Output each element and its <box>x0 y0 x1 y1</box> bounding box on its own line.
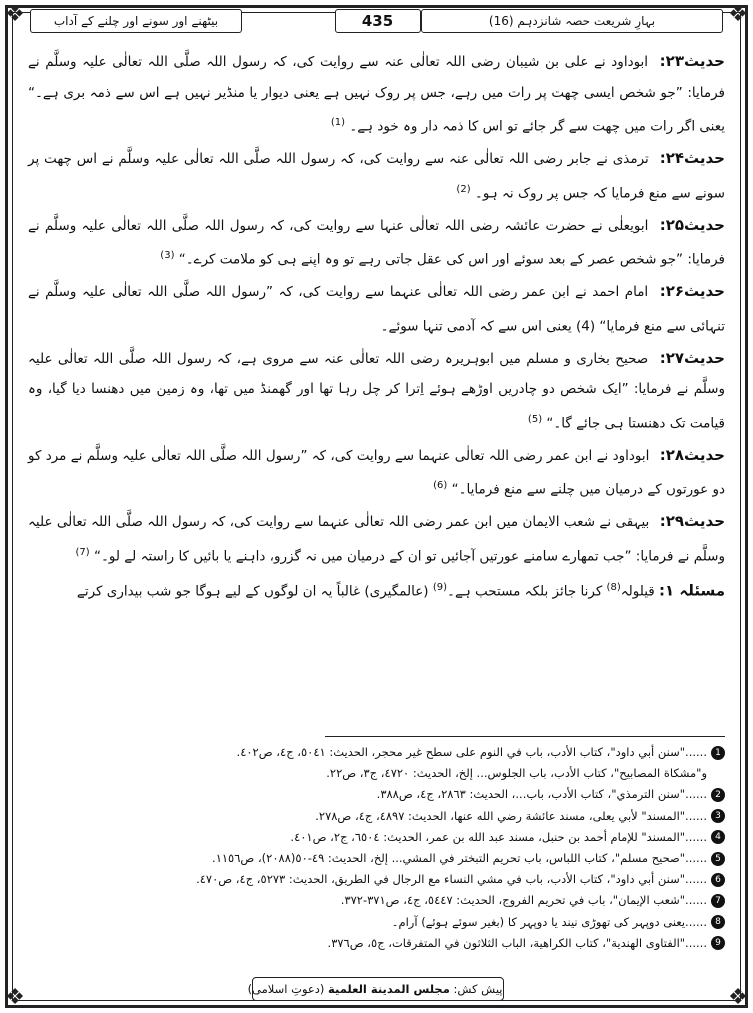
footnote-ref: (1) <box>330 117 346 128</box>
masala-text-end: (عالمگیری) غالباً یہ ان لوگوں کے لیے ہوگا جو شب بیداری کرتے <box>76 583 429 599</box>
section-title: بیٹھنے اور سونے اور چلنے کے آداب <box>30 9 242 33</box>
masala-text-mid: کرنا جائز بلکہ مستحب ہے۔ <box>447 583 603 599</box>
footnote-text: ......"شعب الإيمان"، باب في تحريم الفروج، الحديث: ٥٤٤٧، ج٤، ص٣٧١-٣٧٢. <box>340 893 707 908</box>
footnote-text: ......"صحيح مسلم"، كتاب اللباس، باب تحريم التبختر في المشي... إلخ، الحديث: ٤٩-٥٠(٢٠٨٨)، ص١١٥٦. <box>212 851 707 866</box>
hadith-text: ابویعلٰی نے حضرت عائشہ رضی اللہ تعالٰی عنہا سے روایت کی، کہ رسول اللہ صلَّی اللہ تعالٰی علیہ وسلَّم نے فرمایا: ”جو شخص عصر کے بعد سوئے اور اس کی عقل جاتی رہے تو وہ اپنے ہی کو ملامت کرے۔“ <box>28 217 725 268</box>
hadith-label: حدیث <box>684 149 725 167</box>
footnote-item <box>28 827 725 848</box>
hadith-number: ۲۴: <box>659 149 684 167</box>
publisher-bar <box>247 977 504 1001</box>
footnote-number-badge: 3 <box>711 809 725 823</box>
hadith-label: حدیث <box>684 512 726 530</box>
book-title: بہارِ شریعت حصہ شانزدہم (16) <box>421 9 723 33</box>
footnote-item <box>28 742 725 763</box>
footnote-text: ......"سنن أبي داود"، كتاب الأدب، باب في مشي النساء مع الرجال في الطريق، الحديث: ٥٢٧٣، ج٤، ص٤٧٠. <box>196 872 707 887</box>
hadith-label: حدیث <box>684 215 725 234</box>
footnote-item <box>28 912 725 933</box>
hadith-text: امام احمد نے ابن عمر رضی اللہ تعالٰی عنہما سے روایت کی، کہ ”رسول اللہ صلَّی اللہ تعالٰی علیہ وسلَّم نے تنہائی سے منع فرمایا“ (4) یعنی اس سے کہ آدمی تنہا سوئے۔ <box>28 284 725 334</box>
hadith-text: صحیح بخاری و مسلم میں ابوہریرہ رضی اللہ تعالٰی عنہ سے مروی ہے، کہ رسول اللہ صلَّی اللہ تعالٰی علیہ وسلَّم نے فرمایا: ”ایک شخص دو چادریں اوڑھے ہوئے اِترا کر چل رہا تھا اور گھمنڈ میں تھا، وہ زمین میں دھنسا دیا گیا، وہ قیامت تک دھنستا ہی جائے گا۔“ <box>28 350 725 431</box>
footnote-number-badge: 2 <box>711 788 725 802</box>
page-number: 435 <box>335 9 421 33</box>
publisher-name: مجلس المدينة العلمية <box>328 982 450 996</box>
corner-ornament-icon: ❖ <box>728 2 748 27</box>
masala-text-start: قیلولہ <box>620 583 655 599</box>
publisher-suffix: (دعوتِ اسلامی) <box>247 982 325 996</box>
hadith-number: ۲۹: <box>659 512 685 530</box>
hadith-text: ابوداود نے علی بن شیبان رضی اللہ تعالٰی عنہ سے روایت کی، کہ رسول اللہ صلَّی اللہ تعالٰی علیہ وسلَّم نے فرمایا: ”جو شخص ایسی چھت پر رات میں رہے، جس پر روک نہیں ہے یعنی دیوار یا منڈیر نہیں ہے اس سے ذمہ بری ہے۔“ یعنی اگر رات میں چھت سے گر جائے تو اس کا ذمہ دار وہ خود ہے۔ <box>28 54 725 135</box>
footnote-divider <box>325 736 725 737</box>
footnote-item <box>28 848 725 869</box>
hadith-paragraph <box>28 343 725 439</box>
footnote-number-badge: 1 <box>711 746 725 760</box>
footnote-ref: (6) <box>433 480 448 491</box>
footnote-number-badge: 7 <box>711 894 725 908</box>
footnote-text: ......"المسند" للإمام أحمد بن حنبل، مسند عبد الله بن عمر، الحديث: ٦٥٠٤، ج٢، ص٤٠١. <box>290 829 707 844</box>
footnote-text: ......"المسند" لأبي يعلى، مسند عائشة رضي الله عنها، الحديث: ٤٨٩٧، ج٤، ص٢٧٨. <box>315 808 707 823</box>
hadith-label: حدیث <box>684 445 725 464</box>
footnote-item <box>28 890 725 911</box>
hadith-paragraph <box>28 143 725 209</box>
footnote-item <box>28 763 725 784</box>
hadith-paragraph <box>28 210 725 276</box>
footnote-ref: (3) <box>160 250 175 261</box>
footnote-number-badge: 9 <box>711 936 725 950</box>
hadith-number: ۲۳: <box>659 52 684 70</box>
footnote-item <box>28 933 725 954</box>
footnotes <box>28 742 725 954</box>
hadith-label: حدیث <box>684 348 725 367</box>
footnote-item <box>28 806 725 827</box>
masala-paragraph <box>28 573 725 607</box>
footnote-ref: (2) <box>456 183 471 195</box>
footnote-text: ......"سنن أبي داود"، كتاب الأدب، باب في النوم على سطح غير محجر، الحديث: ٥٠٤١، ج٤، ص٤٠٢. <box>236 745 707 759</box>
footnote-ref: (9) <box>432 581 448 593</box>
masala-label: مسئلہ ۱: <box>659 581 725 599</box>
hadith-number: ۲۸: <box>659 445 684 464</box>
page-header <box>30 9 723 33</box>
footnote-text: ......"الفتاوى الهندية"، كتاب الكراهية، الباب الثلاثون في المتفرقات، ج٥، ص٣٧٦. <box>327 935 707 950</box>
corner-ornament-icon: ❖ <box>5 2 25 27</box>
footnote-ref: (8) <box>606 581 621 593</box>
hadith-paragraph <box>28 440 725 506</box>
footnote-text: ......"سنن الترمذي"، كتاب الأدب، باب...، الحديث: ٢٨٦٣، ج٤، ص٣٨٨. <box>376 787 707 802</box>
hadith-text: ابوداود نے ابن عمر رضی اللہ تعالٰی عنہما سے روایت کی، کہ ”رسول اللہ صلَّی اللہ تعالٰی علیہ وسلَّم نے مرد کو دو عورتوں کے درمیان میں چلنے سے منع فرمایا۔“ <box>28 447 725 498</box>
footnote-number-badge: 8 <box>711 915 725 929</box>
footnote-number-badge: 5 <box>711 852 725 866</box>
hadith-number: ۲۶: <box>659 282 684 300</box>
hadith-label: حدیث <box>684 282 725 300</box>
footnote-text: ......یعنی دوپہر کی تھوڑی نیند یا دوپہر کا (بغیر سوئے ہوئے) آرام۔ <box>391 914 707 929</box>
footnote-number-badge: 6 <box>711 873 725 887</box>
hadith-text: ترمذی نے جابر رضی اللہ تعالٰی عنہ سے روایت کی، کہ رسول اللہ صلَّی اللہ تعالٰی علیہ وسلَّم نے اس چھت پر سونے سے منع فرمایا کہ جس پر روک نہ ہو۔ <box>28 151 725 201</box>
footnote-text: و"مشكاة المصابيح"، كتاب الأدب، باب الجلوس... إلخ، الحديث: ٤٧٢٠، ج٣، ص٢٢. <box>326 766 707 781</box>
hadith-label: حدیث <box>683 52 725 70</box>
hadith-number: ۲۵: <box>659 215 684 234</box>
hadith-paragraph <box>28 276 725 342</box>
corner-ornament-icon: ❖ <box>5 985 25 1010</box>
hadith-text: بیہقی نے شعب الایمان میں ابن عمر رضی اللہ تعالٰی عنہما سے روایت کی، کہ رسول اللہ صلَّی اللہ تعالٰی علیہ وسلَّم نے فرمایا: ”جب تمھارے سامنے عورتیں آجائیں تو ان کے درمیان میں نہ گزرو، داہنے یا بائیں کا راستہ لے لو۔“ <box>28 514 725 564</box>
publisher-prefix: پیش کش: <box>453 982 503 996</box>
footnote-number-badge: 4 <box>711 830 725 844</box>
hadith-paragraph <box>28 506 725 572</box>
footnote-ref: (7) <box>75 546 90 558</box>
hadith-number: ۲۷: <box>659 348 684 367</box>
footnote-item <box>28 869 725 890</box>
footnote-ref: (5) <box>527 413 543 425</box>
hadith-paragraph <box>28 46 725 142</box>
corner-ornament-icon: ❖ <box>728 985 748 1010</box>
main-text <box>28 46 725 608</box>
footnote-item <box>28 784 725 805</box>
